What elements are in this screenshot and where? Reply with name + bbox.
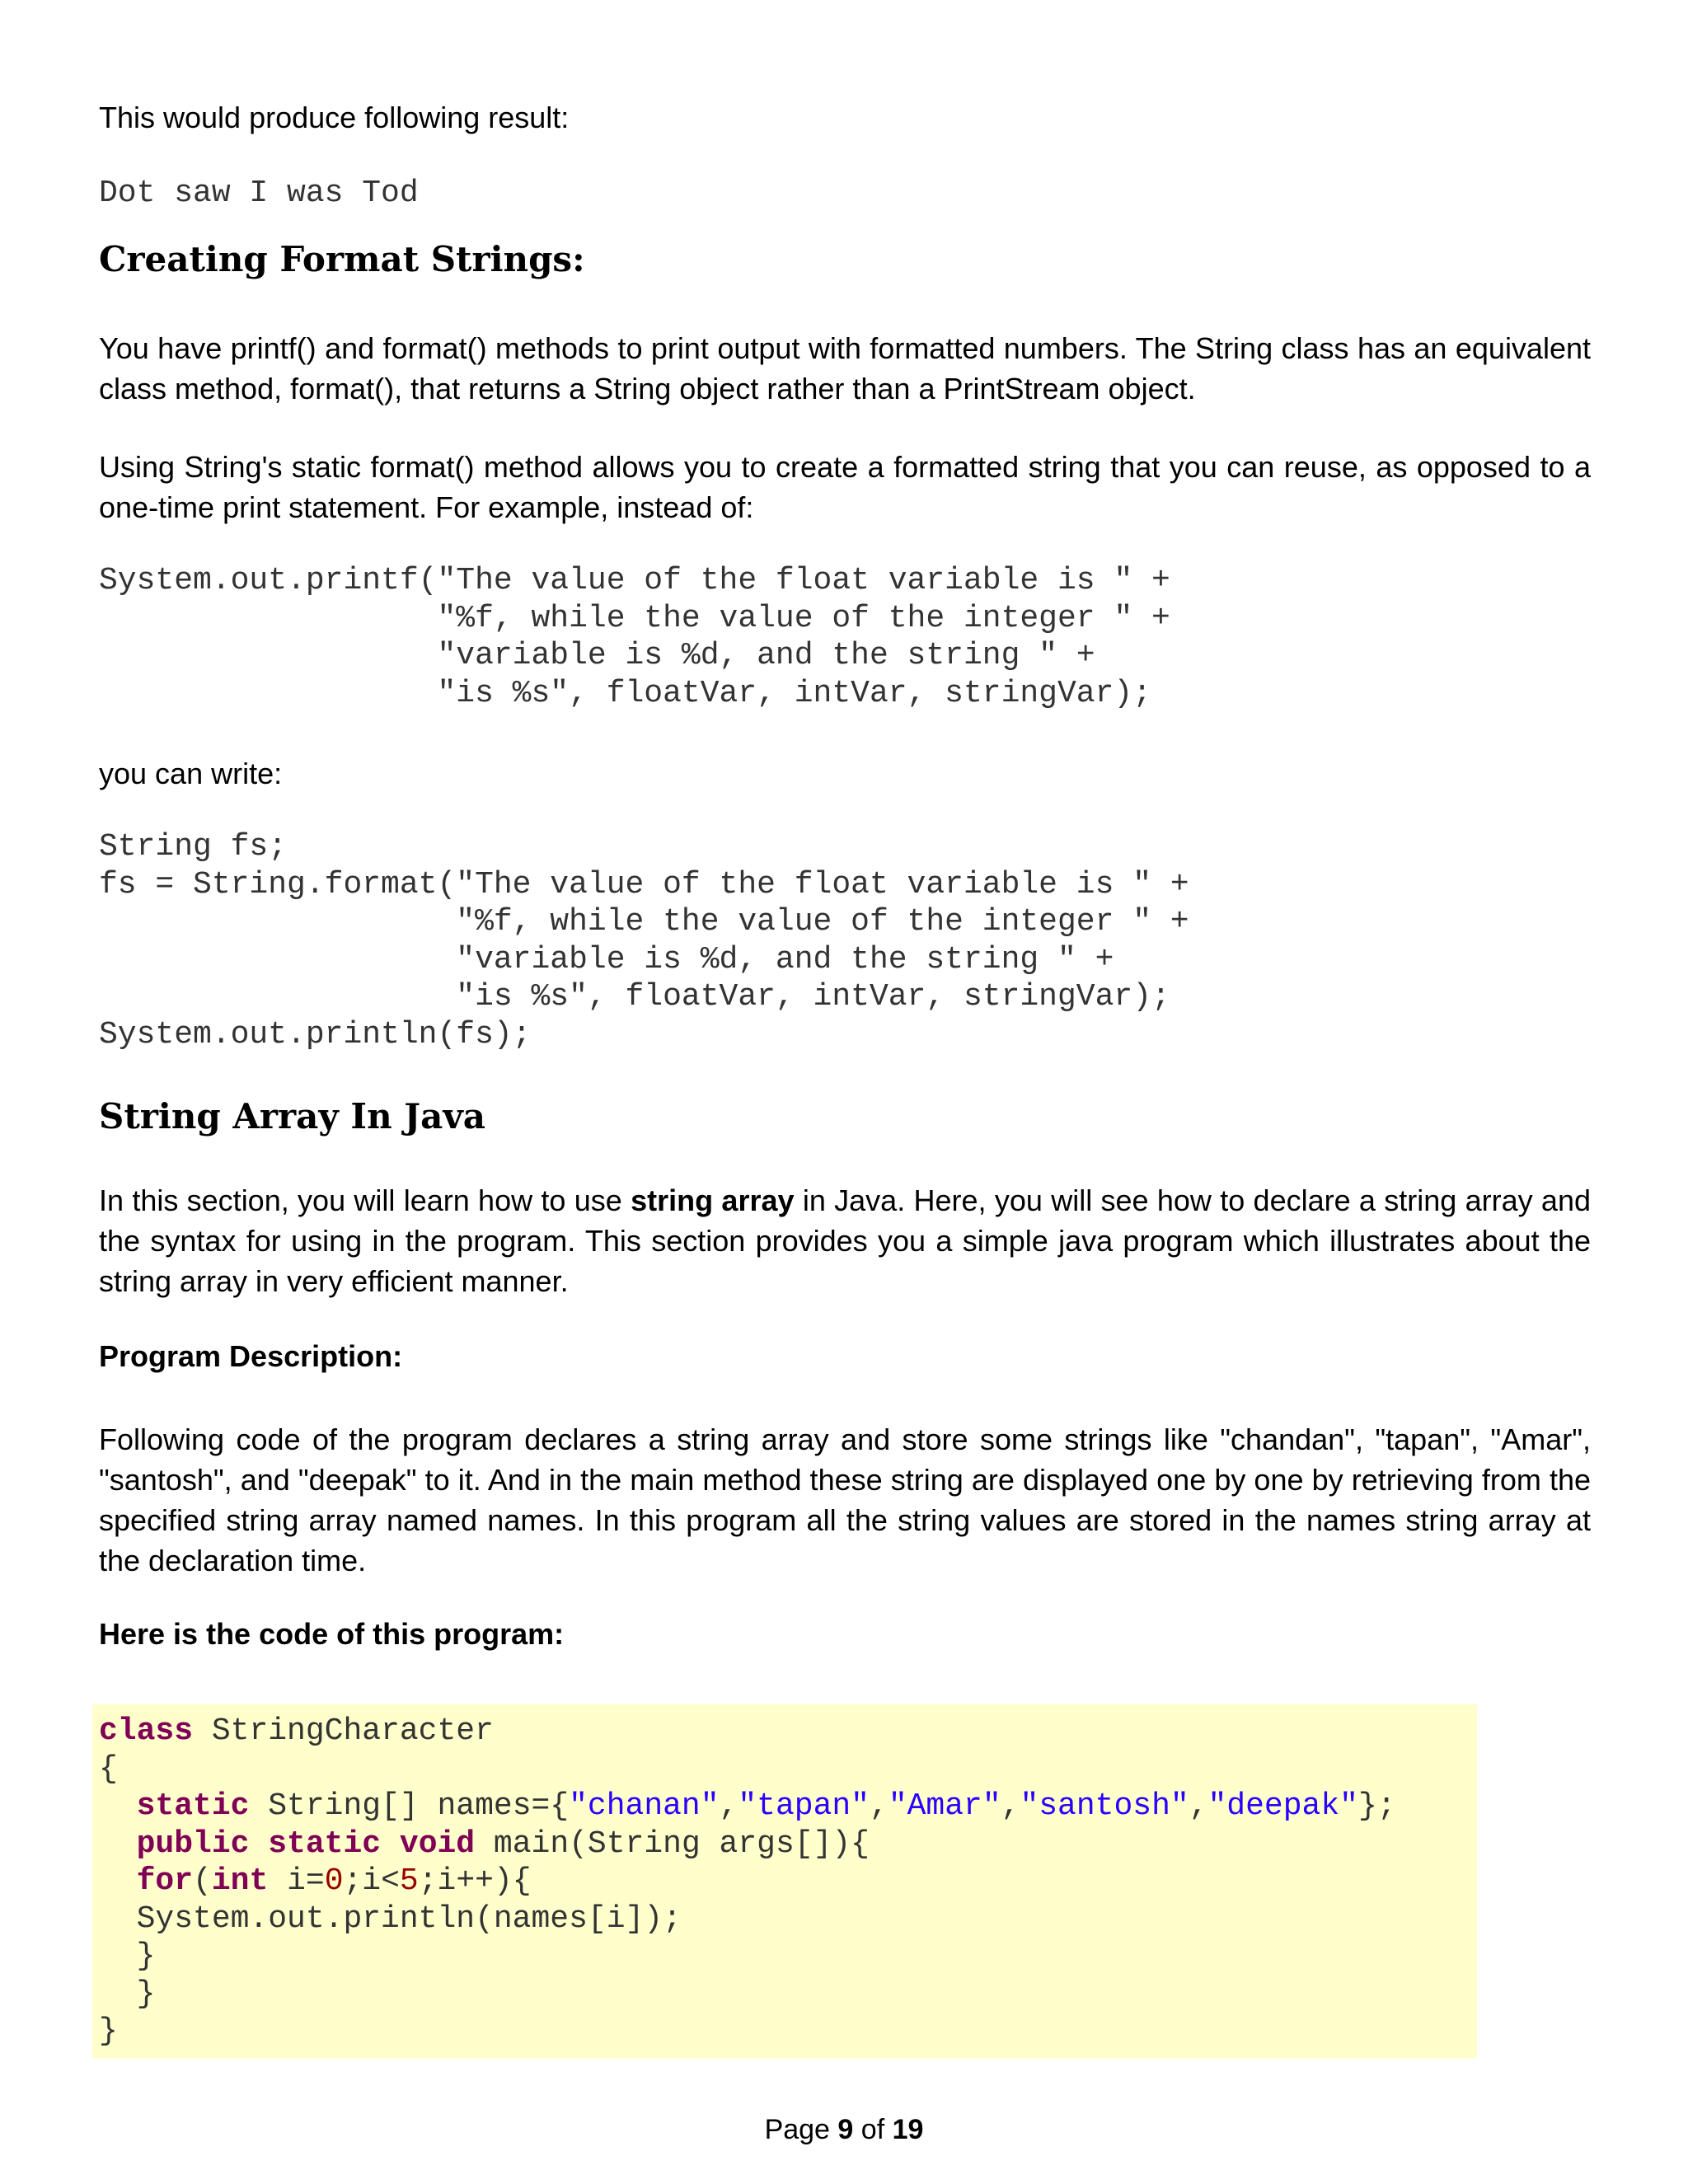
paragraph-program-description: Following code of the program declares a string array and store some strings like "chandan", "tapan", "Amar", "santosh", and "deepak" to it. And in the main method these string are displayed one by one by retrieving from the specified string array named names. In this program all the string values are stored in the names string array at the declaration time. [99,1422,1591,1577]
code-block-printf: System.out.printf("The value of the float variable is " + "%f, while the value of the integer " + "variable is %d, and the string " + "is %s", floatVar, intVar, stringVar); [99,563,1170,711]
current-page-number: 9 [837,2114,854,2145]
result-output: Dot saw I was Tod [99,176,419,211]
paragraph-static-format: Using String's static format() method allows you to create a formatted string that you can reuse, as opposed to a one-time print statement. For example, instead of: [99,450,1591,524]
paragraph-string-array-intro: In this section, you will learn how to use string array in Java. Here, you will see how to declare a string array and the syntax for using in the program. This section provides you a simple java program which illustrates about the string array in very efficient manner. [99,1183,1591,1298]
paragraph-you-can-write: you can write: [99,757,283,790]
bold-string-array: string array [631,1183,795,1217]
code-block-string-format: String fs; fs = String.format("The value of the float variable is " + "%f, while the value of the integer " + "variable is %d, and the string " + "is %s", floatVar, intVar, stringVar); System.out.println(fs); [99,829,1189,1052]
page-footer: Page 9 of 19 [764,2114,924,2145]
java-code: class StringCharacter { static String[] names={"chanan","tapan","Amar","santosh","deepak"}; public static void main(String args[]){ for(int i=0;i<5;i++){ System.out.println(names[i]); } } } [99,1713,1396,2049]
result-intro: This would produce following result: [99,101,570,134]
java-code-block [92,1704,1477,2059]
total-pages: 19 [892,2114,924,2145]
code-intro-label: Here is the code of this program: [99,1617,565,1651]
section-heading-format-strings: Creating Format Strings: [99,239,585,279]
paragraph-printf-format: You have printf() and format() methods to print output with formatted numbers. The String class has an equivalent class method, format(), that returns a String object rather than a PrintStream object. [99,331,1591,405]
section-heading-string-array: String Array In Java [99,1096,485,1137]
program-description-label: Program Description: [99,1339,403,1373]
